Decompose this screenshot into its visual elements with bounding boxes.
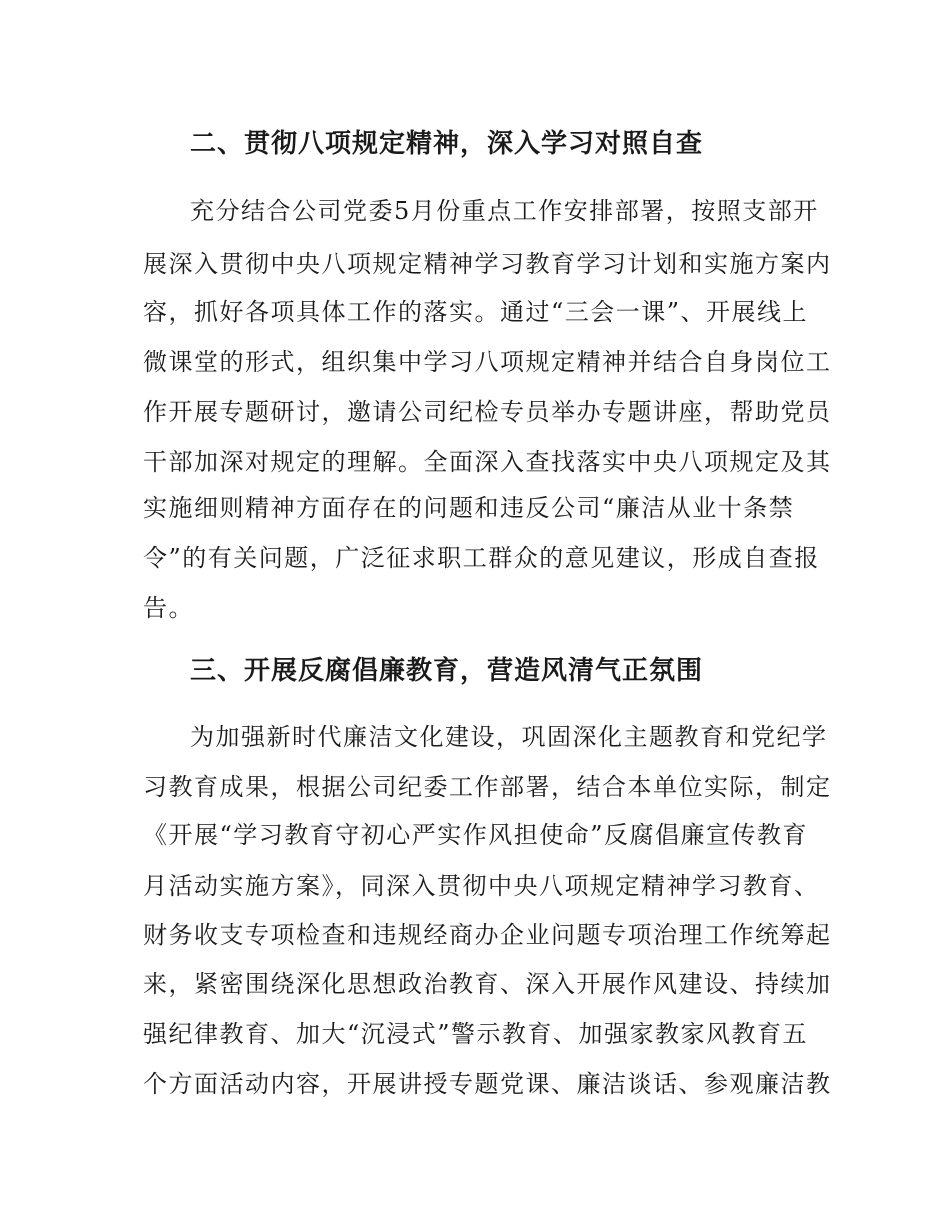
paragraph-line: 月活动实施方案》，同深入贯彻中央八项规定精神学习教育、 [143,872,820,900]
paragraph-line: 告。 [143,594,194,622]
paragraph-line: 《开展“学习教育守初心严实作风担使命”反腐倡廉宣传教育 [143,821,809,849]
paragraph-line: 习教育成果，根据公司纪委工作部署，结合本单位实际，制定 [143,773,832,801]
paragraph-line: 容，抓好各项具体工作的落实。通过“三会一课”、开展线上 [143,298,809,326]
paragraph-line: 充分结合公司党委5月份重点工作安排部署，按照支部开 [190,197,819,225]
paragraph-line: 实施细则精神方面存在的问题和违反公司“廉洁从业十条禁 [143,494,795,522]
paragraph-line: 来，紧密围绕深化思想政治教育、深入开展作风建设、持续加 [143,970,832,998]
paragraph-line: 干部加深对规定的理解。全面深入查找落实中央八项规定及其 [143,448,832,476]
section-heading-2: 二、贯彻八项规定精神，深入学习对照自查 [190,129,704,159]
paragraph-line: 微课堂的形式，组织集中学习八项规定精神并结合自身岗位工 [143,348,832,376]
paragraph-line: 强纪律教育、加大“沉浸式”警示教育、加强家教家风教育五 [143,1020,809,1048]
paragraph-line: 财务收支专项检查和违规经商办企业问题专项治理工作统筹起 [143,921,832,949]
paragraph-line: 作开展专题研讨，邀请公司纪检专员举办专题讲座，帮助党员 [143,398,832,426]
section-heading-3: 三、开展反腐倡廉教育，营造风清气正氛围 [190,656,704,686]
paragraph-line: 令”的有关问题，广泛征求职工群众的意见建议，形成自查报 [143,544,820,572]
paragraph-line: 展深入贯彻中央八项规定精神学习教育学习计划和实施方案内 [143,250,832,278]
paragraph-line: 个方面活动内容，开展讲授专题党课、廉洁谈话、参观廉洁教 [143,1070,832,1098]
paragraph-line: 为加强新时代廉洁文化建设，巩固深化主题教育和党纪学 [190,723,828,751]
